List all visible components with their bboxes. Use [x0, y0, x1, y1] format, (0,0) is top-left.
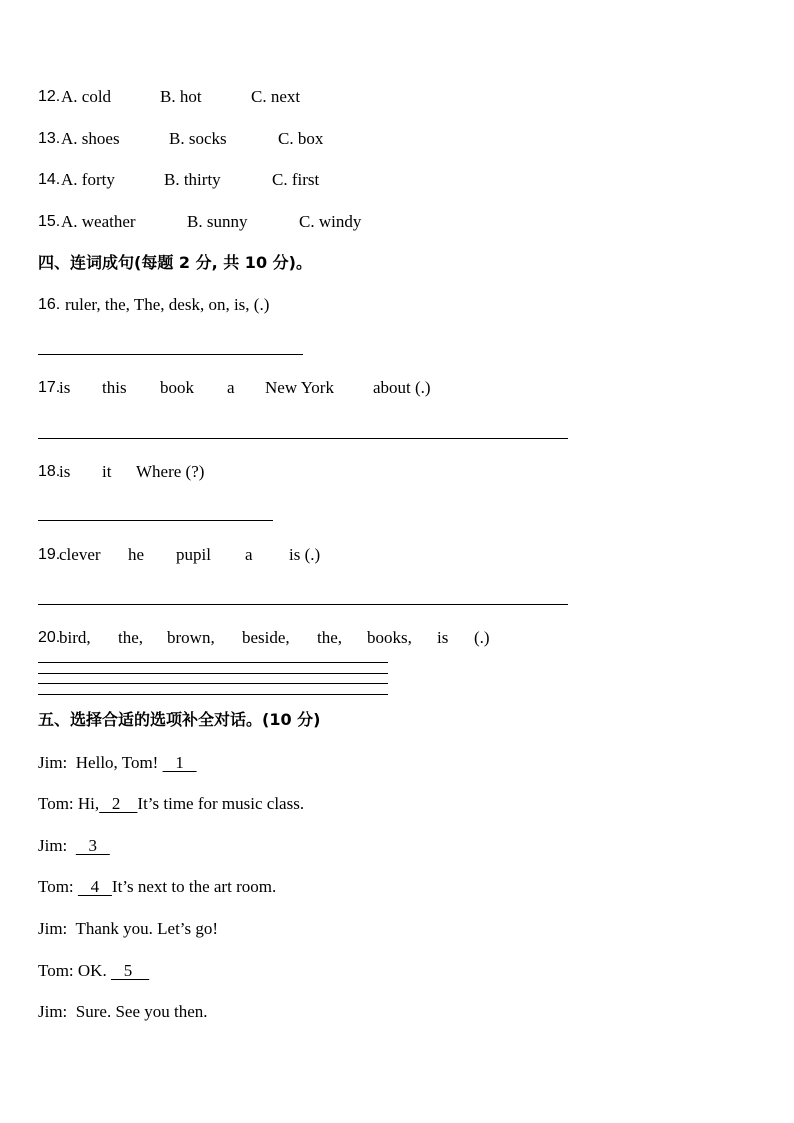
- word: New York: [265, 378, 334, 397]
- word: (.): [474, 628, 490, 647]
- section-5-heading: 五、选择合适的选项补全对话。(10 分): [38, 710, 321, 729]
- question-number: 17.: [38, 379, 61, 396]
- dialogue-text: Tom: Hi,: [38, 794, 100, 813]
- answer-line[interactable]: [38, 673, 388, 674]
- word: is (.): [289, 545, 321, 564]
- answer-blank-3[interactable]: 3: [75, 836, 110, 855]
- answer-line[interactable]: [38, 662, 388, 663]
- word: a: [227, 378, 235, 397]
- answer-line[interactable]: [38, 694, 388, 695]
- question-number: 18.: [38, 463, 61, 480]
- word: is: [437, 628, 449, 647]
- option-a: A. shoes: [61, 129, 120, 148]
- dialogue-text: It’s next to the art room.: [111, 877, 277, 896]
- answer-line[interactable]: [38, 604, 568, 605]
- dialogue-line-3: [38, 836, 110, 856]
- dialogue-line-1: [38, 753, 197, 773]
- dialogue-text: Jim: Thank you. Let’s go!: [38, 919, 219, 938]
- dialogue-line-4: [38, 877, 276, 897]
- option-b: B. thirty: [164, 170, 221, 189]
- word: a: [245, 545, 253, 564]
- question-text: ruler, the, The, desk, on, is, (.): [65, 295, 270, 314]
- answer-line[interactable]: [38, 520, 273, 521]
- word: beside,: [242, 628, 290, 647]
- question-number: 14.: [38, 171, 61, 188]
- option-c: C. windy: [299, 212, 362, 231]
- dialogue-line-6: [38, 961, 149, 981]
- dialogue-line-7: [38, 1002, 208, 1022]
- dialogue-line-5: [38, 919, 218, 939]
- section-4-heading: 四、连词成句(每题 2 分, 共 10 分)。: [38, 253, 312, 272]
- word: bird,: [59, 628, 91, 647]
- option-c: C. box: [278, 129, 324, 148]
- answer-blank-5[interactable]: 5: [110, 961, 150, 980]
- word: book: [160, 378, 194, 397]
- word: he: [128, 545, 145, 564]
- question-number: 13.: [38, 130, 61, 147]
- answer-line[interactable]: [38, 683, 388, 684]
- answer-line[interactable]: [38, 438, 568, 439]
- question-number: 12.: [38, 88, 61, 105]
- word: Where (?): [136, 462, 205, 481]
- word: the,: [317, 628, 343, 647]
- word: this: [102, 378, 127, 397]
- option-c: C. next: [251, 87, 301, 106]
- dialogue-text: Tom: OK.: [38, 961, 111, 980]
- word: is: [59, 462, 71, 481]
- word: about (.): [373, 378, 431, 397]
- option-b: B. hot: [160, 87, 202, 106]
- option-b: B. socks: [169, 129, 227, 148]
- word: books,: [367, 628, 412, 647]
- dialogue-text: Jim:: [38, 836, 76, 855]
- option-a: A. weather: [61, 212, 136, 231]
- question-number: 20.: [38, 629, 61, 646]
- option-c: C. first: [272, 170, 320, 189]
- question-number: 19.: [38, 546, 61, 563]
- option-a: A. cold: [61, 87, 112, 106]
- word: it: [102, 462, 112, 481]
- question-number: 15.: [38, 213, 61, 230]
- answer-line[interactable]: [38, 354, 303, 355]
- word: the,: [118, 628, 144, 647]
- word: brown,: [167, 628, 215, 647]
- question-number: 16.: [38, 296, 61, 313]
- dialogue-text: It’s time for music class.: [137, 794, 305, 813]
- answer-blank-4[interactable]: 4: [77, 877, 112, 896]
- answer-blank-2[interactable]: 2: [99, 794, 138, 813]
- option-a: A. forty: [61, 170, 115, 189]
- dialogue-text: Jim: Sure. See you then.: [38, 1002, 208, 1021]
- dialogue-text: Jim: Hello, Tom!: [38, 753, 163, 772]
- option-b: B. sunny: [187, 212, 248, 231]
- answer-blank-1[interactable]: 1: [162, 753, 197, 772]
- word: pupil: [176, 545, 211, 564]
- word: is: [59, 378, 71, 397]
- dialogue-text: Tom:: [38, 877, 78, 896]
- word: clever: [59, 545, 101, 564]
- dialogue-line-2: [38, 794, 304, 814]
